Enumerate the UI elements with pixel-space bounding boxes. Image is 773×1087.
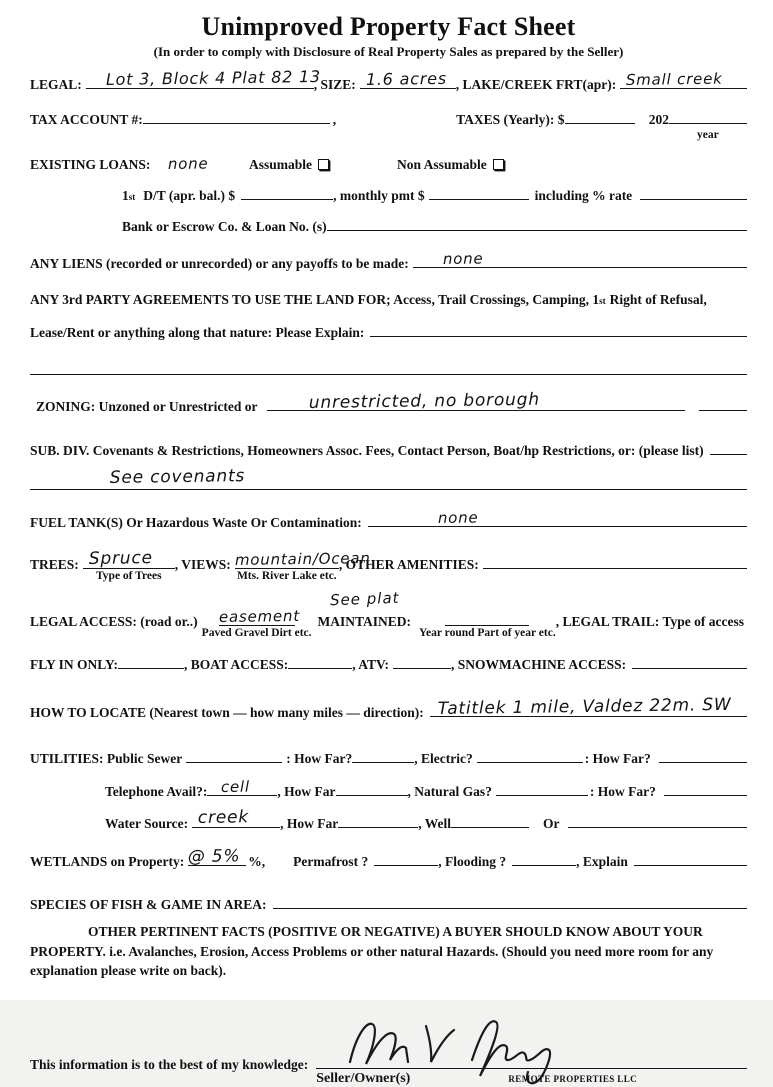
water-how-far-line — [338, 814, 418, 828]
legal-line — [86, 66, 321, 89]
taxes-yearly-label: TAXES (Yearly): $ — [456, 112, 565, 127]
public-sewer-line — [186, 749, 282, 763]
views-line — [234, 549, 371, 569]
subdiv-line-1 — [710, 441, 747, 455]
any-liens-label: ANY LIENS (recorded or unrecorded) or any payoffs to be made: — [30, 256, 409, 271]
telephone-how-far-line — [336, 782, 408, 796]
subdiv-handwriting: See covenants — [109, 466, 246, 488]
flooding-line — [512, 852, 576, 866]
boat-line — [288, 655, 352, 669]
page-title: Unimproved Property Fact Sheet — [201, 12, 576, 41]
views-handwriting: mountain/Ocean — [234, 549, 371, 569]
snow-label: , SNOWMACHINE ACCESS: — [450, 657, 627, 672]
monthly-pmt-line — [429, 186, 529, 200]
monthly-pmt-label: , monthly pmt $ — [333, 188, 425, 203]
taxes-202-label: 202 — [648, 112, 669, 127]
well-line — [451, 814, 529, 828]
wetlands-label: WETLANDS on Property: — [30, 854, 185, 869]
trees-handwriting: Spruce — [88, 548, 153, 569]
well-label: , Well — [418, 816, 451, 831]
maintained-sublabel: Year round Part of year etc. — [419, 627, 556, 639]
legal-handwriting: Lot 3, Block 4 Plat 82 13 — [105, 66, 321, 89]
atv-label: , ATV: — [352, 657, 389, 672]
lake-creek-handwriting: Small creek — [625, 69, 723, 89]
locate-line — [430, 694, 747, 719]
seller-owner-label: Seller/Owner(s) — [316, 1070, 411, 1086]
electric-line — [477, 749, 583, 763]
permafrost-line — [374, 852, 438, 866]
permafrost-label: Permafrost ? — [293, 854, 369, 869]
existing-loans-label: EXISTING LOANS: — [30, 157, 151, 172]
species-line — [273, 895, 747, 909]
zoning-label: ZONING: Unzoned or Unrestricted or — [36, 399, 258, 414]
taxes-line — [565, 110, 635, 124]
zoning-line — [267, 389, 685, 413]
third-party-sup: st — [599, 296, 606, 306]
views-label: , VIEWS: — [174, 557, 231, 572]
explain-label: , Explain — [576, 854, 628, 869]
water-how-far-label: , How Far — [280, 816, 339, 831]
legal-access-label: LEGAL ACCESS: (road or..) — [30, 614, 198, 629]
bank-escrow-label: Bank or Escrow Co. & Loan No. (s) — [122, 219, 327, 234]
snow-line — [632, 655, 747, 669]
tax-account-line — [143, 110, 330, 124]
water-source-line — [192, 807, 280, 828]
legal-access-handwriting: easement — [218, 606, 300, 626]
fly-in-label: FLY IN ONLY: — [30, 657, 119, 672]
knowledge-label: This information is to the best of my knowledge: — [30, 1056, 309, 1072]
electric-label: , Electric? — [414, 751, 473, 766]
bank-escrow-line — [327, 217, 747, 231]
size-handwriting: 1.6 acres — [365, 68, 447, 89]
see-plat-note: See plat — [329, 588, 400, 610]
liens-line — [413, 249, 747, 268]
gas-how-far-label: : How Far? — [589, 784, 656, 799]
signature-line — [316, 1055, 747, 1069]
trees-label: TREES: — [30, 557, 79, 572]
locate-handwriting: Tatitlek 1 mile, Valdez 22m. SW — [437, 694, 732, 719]
wetlands-pct-label: %, — [248, 854, 266, 869]
dt-balance-line — [241, 186, 333, 200]
zoning-line-2 — [699, 397, 747, 411]
telephone-line — [207, 777, 277, 796]
telephone-label: Telephone Avail?: — [105, 784, 208, 799]
sewer-how-far-line — [352, 749, 414, 763]
dt-label-num: 1 — [122, 188, 129, 203]
how-to-locate-label: HOW TO LOCATE (Nearest town — how many miles — direction): — [30, 705, 424, 720]
size-label: , SIZE: — [313, 77, 356, 92]
page-subtitle: (In order to comply with Disclosure of Real Property Sales as prepared by the Seller) — [153, 44, 624, 59]
existing-loans-handwriting: none — [168, 154, 210, 173]
lease-rent-label: Lease/Rent or anything along that nature: Please Explain: — [30, 325, 365, 340]
electric-how-far-label: : How Far? — [584, 751, 651, 766]
species-label: SPECIES OF FISH & GAME IN AREA: — [30, 897, 267, 912]
legal-label: LEGAL: — [30, 77, 82, 92]
liens-handwriting: none — [442, 249, 484, 268]
assumable-checkbox[interactable] — [318, 159, 329, 170]
views-sublabel: Mts. River Lake etc. — [236, 570, 337, 582]
utilities-label: UTILITIES: Public Sewer — [30, 751, 183, 766]
trees-sublabel: Type of Trees — [95, 570, 162, 582]
gas-how-far-line — [664, 782, 747, 796]
non-assumable-label: Non Assumable — [397, 157, 487, 172]
fuel-label: FUEL TANK(S) Or Hazardous Waste Or Contamination: — [30, 515, 362, 530]
dt-label-sup: st — [128, 192, 136, 202]
lease-rent-line — [370, 323, 747, 337]
fuel-handwriting: none — [437, 508, 479, 527]
water-source-handwriting: creek — [197, 807, 250, 828]
year-sublabel: year — [697, 129, 719, 141]
lake-creek-line — [620, 69, 747, 89]
rate-line — [640, 186, 747, 200]
size-line — [360, 68, 456, 89]
explain-line — [634, 852, 747, 866]
dt-label: D/T (apr. bal.) $ — [143, 188, 236, 203]
third-party-label: ANY 3rd PARTY AGREEMENTS TO USE THE LAND FOR; Access, Trail Crossings, Camping, 1 — [30, 292, 600, 307]
fuel-line — [368, 508, 747, 527]
rate-label: including % rate — [534, 188, 633, 203]
tax-account-label: TAX ACCOUNT #: — [30, 112, 143, 127]
fly-in-line — [118, 655, 184, 669]
other-facts-paragraph: OTHER PERTINENT FACTS (POSITIVE OR NEGATIVE) A BUYER SHOULD KNOW ABOUT YOUR PROPERTY. i.e. Avalanches, Erosion, Access Problems or other natural Hazards. (Should you need more room for any explanation please write on back). — [30, 924, 714, 979]
tax-comma: , — [332, 112, 337, 127]
atv-line — [393, 655, 451, 669]
non-assumable-checkbox[interactable] — [493, 159, 504, 170]
wetlands-handwriting: @ 5% — [187, 846, 241, 867]
company-label: REMOTE PROPERTIES LLC — [508, 1073, 637, 1084]
subdiv-line-2 — [30, 466, 747, 490]
amenities-label: , OTHER AMENITIES: — [338, 557, 479, 572]
wetlands-line — [187, 846, 246, 867]
legal-access-sublabel: Paved Gravel Dirt etc. — [201, 627, 312, 639]
boat-label: , BOAT ACCESS: — [184, 657, 289, 672]
or-label: Or — [543, 816, 560, 831]
telephone-handwriting: cell — [221, 777, 251, 796]
trees-line — [83, 548, 175, 569]
water-source-label: Water Source: — [105, 816, 189, 831]
third-party-label-2: Right of Refusal, — [609, 292, 707, 307]
sewer-how-far-label: : How Far? — [286, 751, 353, 766]
taxes-year-line — [669, 110, 747, 124]
natural-gas-line — [496, 782, 588, 796]
lake-creek-label: , LAKE/CREEK FRT(apr): — [455, 77, 617, 92]
subdiv-label: SUB. DIV. Covenants & Restrictions, Homeowners Assoc. Fees, Contact Person, Boat/hp Restrictions, or: (please list) — [30, 443, 704, 458]
zoning-handwriting: unrestricted, no borough — [309, 389, 541, 413]
flooding-label: , Flooding ? — [438, 854, 507, 869]
amenities-line — [483, 555, 747, 569]
maintained-line — [445, 612, 529, 626]
legal-access-line — [218, 606, 300, 626]
legal-trail-label: , LEGAL TRAIL: Type of access — [555, 614, 745, 629]
assumable-label: Assumable — [249, 157, 313, 172]
electric-how-far-line — [659, 749, 747, 763]
natural-gas-label: , Natural Gas? — [407, 784, 492, 799]
or-line — [568, 814, 748, 828]
explain-continuation-line — [30, 361, 747, 375]
telephone-how-far-label: , How Far — [277, 784, 336, 799]
maintained-label: MAINTAINED: — [317, 614, 412, 629]
